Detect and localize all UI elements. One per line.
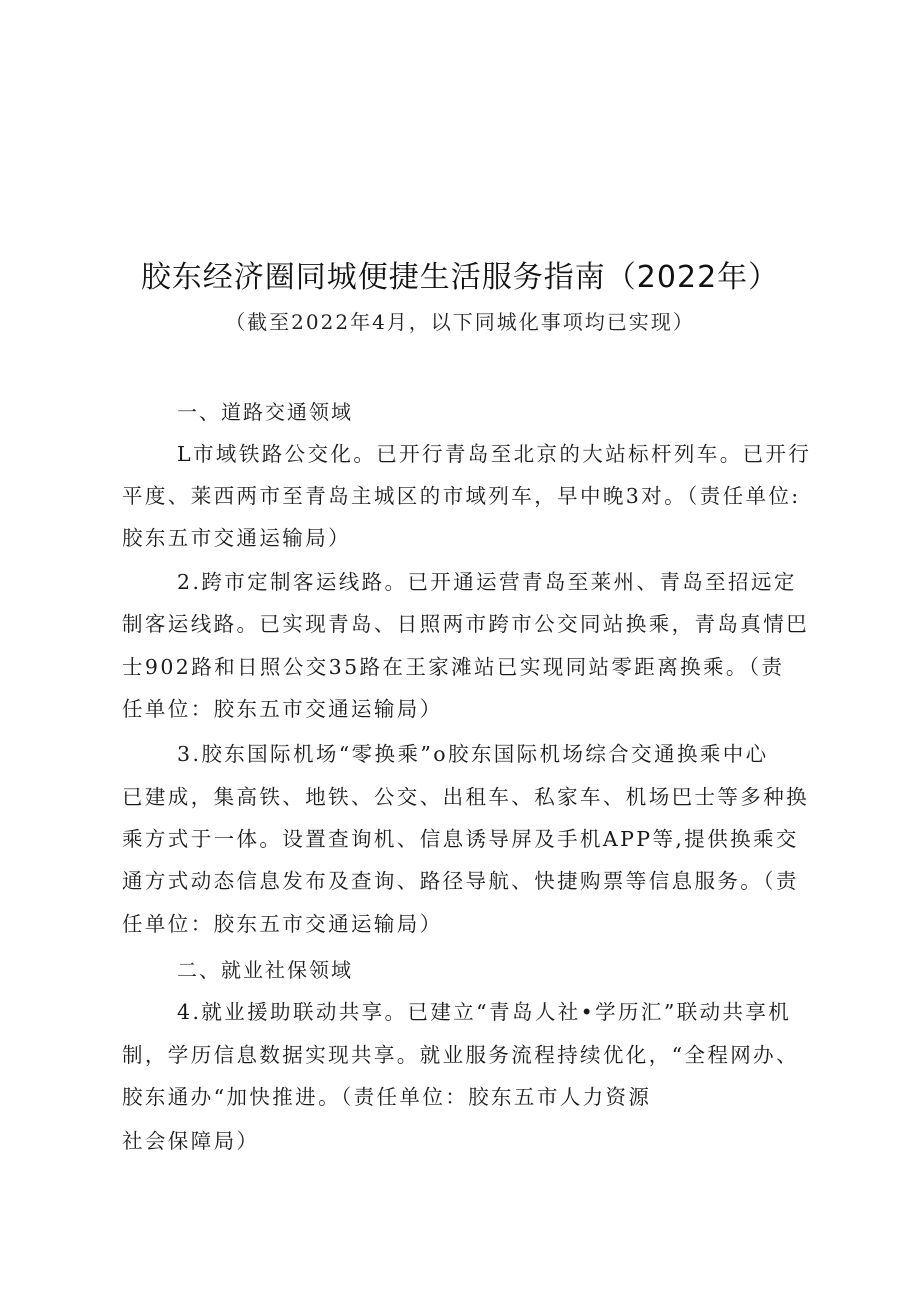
paragraph-line: 通方式动态信息发布及查询、路径导航、快捷购票等信息服务。（责 <box>122 869 799 893</box>
section-heading-employment: 二、就业社保领域 <box>177 958 353 982</box>
paragraph-line: 3.胶东国际机场“零换乘”o胶东国际机场综合交通换乘中心 <box>177 742 769 766</box>
paragraph-line: L市域铁路公交化。已开行青岛至北京的大站标杆列车。已开行 <box>177 442 812 466</box>
paragraph-line: 胶东通办“加快推进。（责任单位：胶东五市人力资源 <box>122 1085 652 1109</box>
paragraph-line: 已建成，集高铁、地铁、公交、出租车、私家车、机场巴士等多种换 <box>122 785 809 809</box>
section-heading-traffic: 一、道路交通领域 <box>177 400 353 424</box>
paragraph-line: 2.跨市定制客运线路。已开通运营青岛至莱州、青岛至招远定 <box>177 570 797 594</box>
paragraph-line: 胶东五市交通运输局） <box>122 526 351 550</box>
paragraph-line: 4.就业援助联动共享。已建立“青岛人社•学历汇”联动共享机 <box>177 1000 792 1024</box>
paragraph-line: 制客运线路。已实现青岛、日照两市跨市公交同站换乘，青岛真情巴 <box>122 612 809 636</box>
paragraph-line: 任单位：胶东五市交通运输局） <box>122 912 443 936</box>
document-title: 胶东经济圈同城便捷生活服务指南（2022年） <box>140 260 780 295</box>
paragraph-line: 社会保障局） <box>122 1129 260 1153</box>
paragraph-line: 任单位：胶东五市交通运输局） <box>122 697 443 721</box>
paragraph-line: 乘方式于一体。设置查询机、信息诱导屏及手机APP等,提供换乘交 <box>122 827 799 851</box>
paragraph-line: 制，学历信息数据实现共享。就业服务流程持续优化，“全程网办、 <box>122 1043 799 1067</box>
paragraph-line: 士902路和日照公交35路在王家滩站已实现同站零距离换乘。（责 <box>122 655 785 679</box>
paragraph-line: 平度、莱西两市至青岛主城区的市域列车，早中晚3对。（责任单位: <box>122 484 801 508</box>
document-subtitle: （截至2022年4月，以下同城化事项均已实现） <box>225 310 695 334</box>
